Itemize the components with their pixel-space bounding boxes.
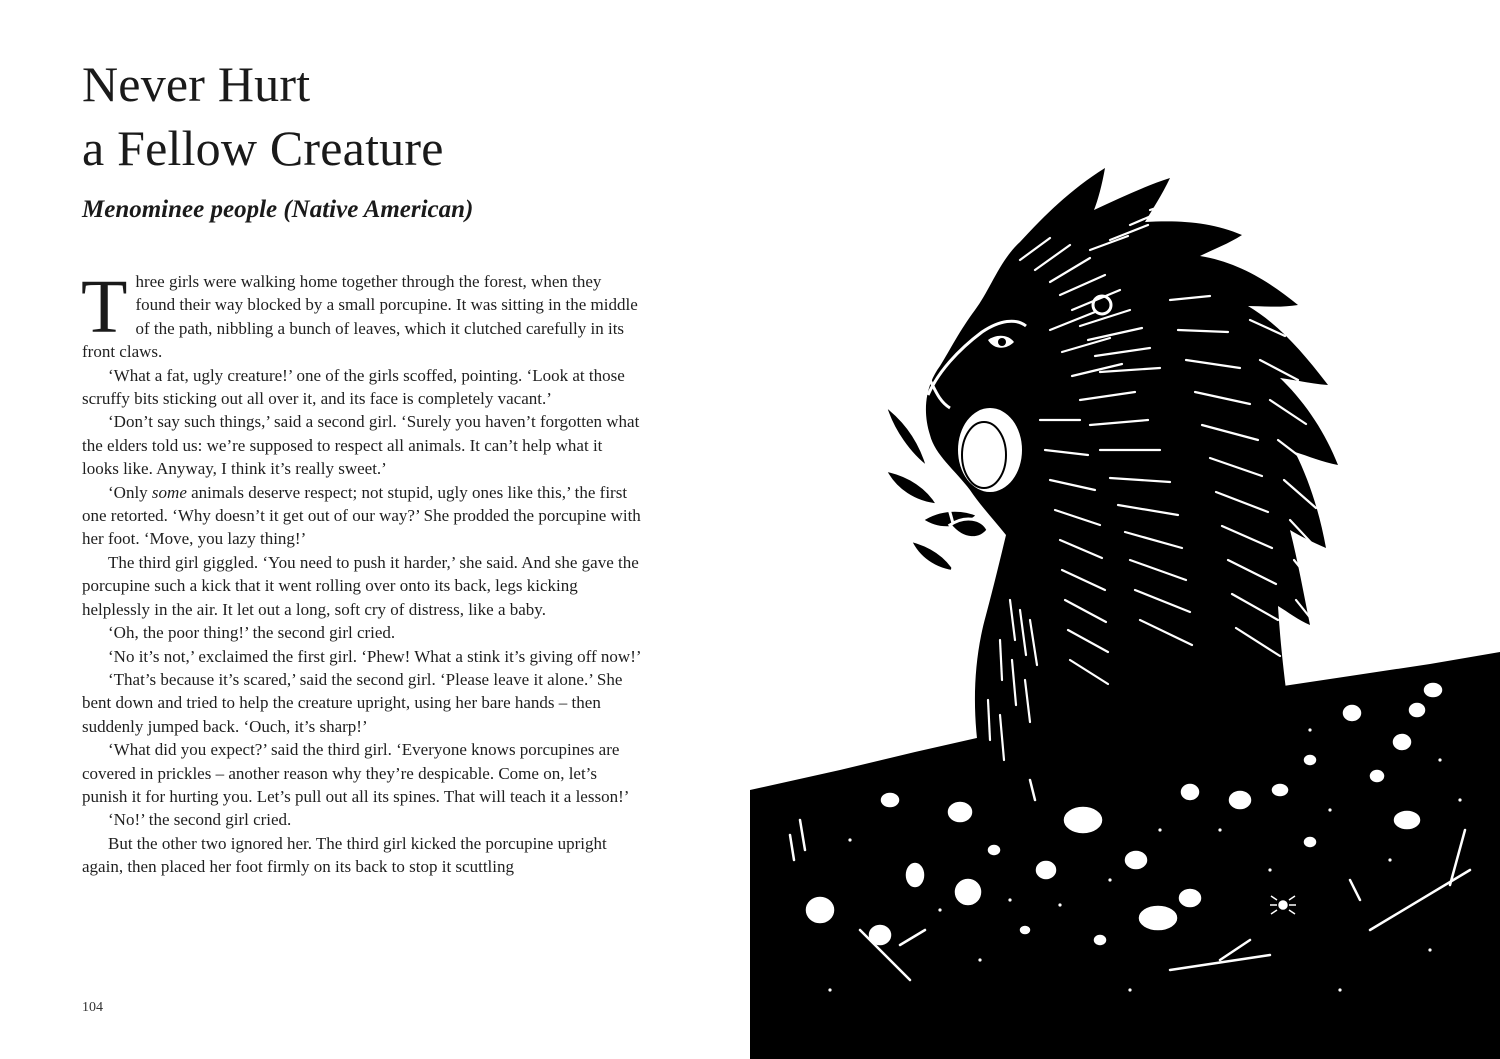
paragraph-5: The third girl giggled. ‘You need to push it harder,’ she said. And she gave the porcupine such a kick that it went rolling over onto its back, legs kicking helplessly in the air. It let out a long, soft cry of distress, like a baby.	[82, 552, 639, 619]
paragraph-4-emphasis: some	[151, 482, 187, 502]
porcupine-muzzle-shade	[962, 422, 1006, 488]
paragraph-1-text: hree girls were walking home together through the forest, when they found their way blocked by a small porcupine. It was sitting in the middle of the path, nibbling a bunch of leaves, which it clutched carefully in its front claws.	[82, 272, 638, 362]
page-number: 104	[82, 1000, 103, 1015]
porcupine-linocut-illustration	[750, 0, 1500, 1059]
title-line-1: Never Hurt	[82, 56, 311, 112]
porcupine-pupil	[998, 338, 1006, 346]
paragraph-7: ‘No it’s not,’ exclaimed the first girl. ‘Phew! What a stink it’s giving off now!’	[108, 646, 642, 666]
paragraph-9: ‘What did you expect?’ said the third girl. ‘Everyone knows porcupines are covered in prickles – another reason why they’re despicable. Come on, let’s punish it for hurting you. Let’s pull out all its spines. That will teach it a lesson!’	[82, 740, 630, 806]
paragraph-4	[82, 481, 642, 551]
paragraph-10: ‘No!’ the second girl cried.	[108, 810, 292, 830]
story-title	[82, 52, 444, 180]
paragraph-8: ‘That’s because it’s scared,’ said the second girl. ‘Please leave it alone.’ She bent down and tried to help the creature upright, using her bare hands – then suddenly jumped back. ‘Ouch, it’s sharp!’	[82, 669, 623, 736]
story-subtitle: Menominee people (Native American)	[82, 196, 474, 223]
story-body	[81, 265, 642, 879]
paragraph-1	[81, 265, 642, 364]
paragraph-3: ‘Don’t say such things,’ said a second girl. ‘Surely you haven’t forgotten what the elders told us: we’re supposed to respect all animals. It can’t help what it looks like. Anyway, I think it’s really sweet.’	[82, 412, 640, 479]
paragraph-4-end: animals deserve respect; not stupid, ugly ones like this,’ the first one retorted. ‘Why doesn’t it get out of our way?’ She prodded the porcupine with her foot. ‘Move, you lazy thing!’	[82, 482, 641, 549]
title-line-2: a Fellow Creature	[82, 120, 444, 176]
paragraph-11: But the other two ignored her. The third girl kicked the porcupine upright again, then placed her foot firmly on its back to stop it scuttling	[82, 833, 607, 877]
paragraph-4-start: ‘Only	[108, 482, 152, 502]
drop-cap: T	[81, 265, 128, 349]
right-page-illustration	[750, 0, 1500, 1059]
paragraph-2: ‘What a fat, ugly creature!’ one of the girls scoffed, pointing. ‘Look at those scruffy bits sticking out all over it, and its face is completely vacant.’	[82, 365, 625, 409]
paragraph-6: ‘Oh, the poor thing!’ the second girl cried.	[108, 623, 396, 643]
